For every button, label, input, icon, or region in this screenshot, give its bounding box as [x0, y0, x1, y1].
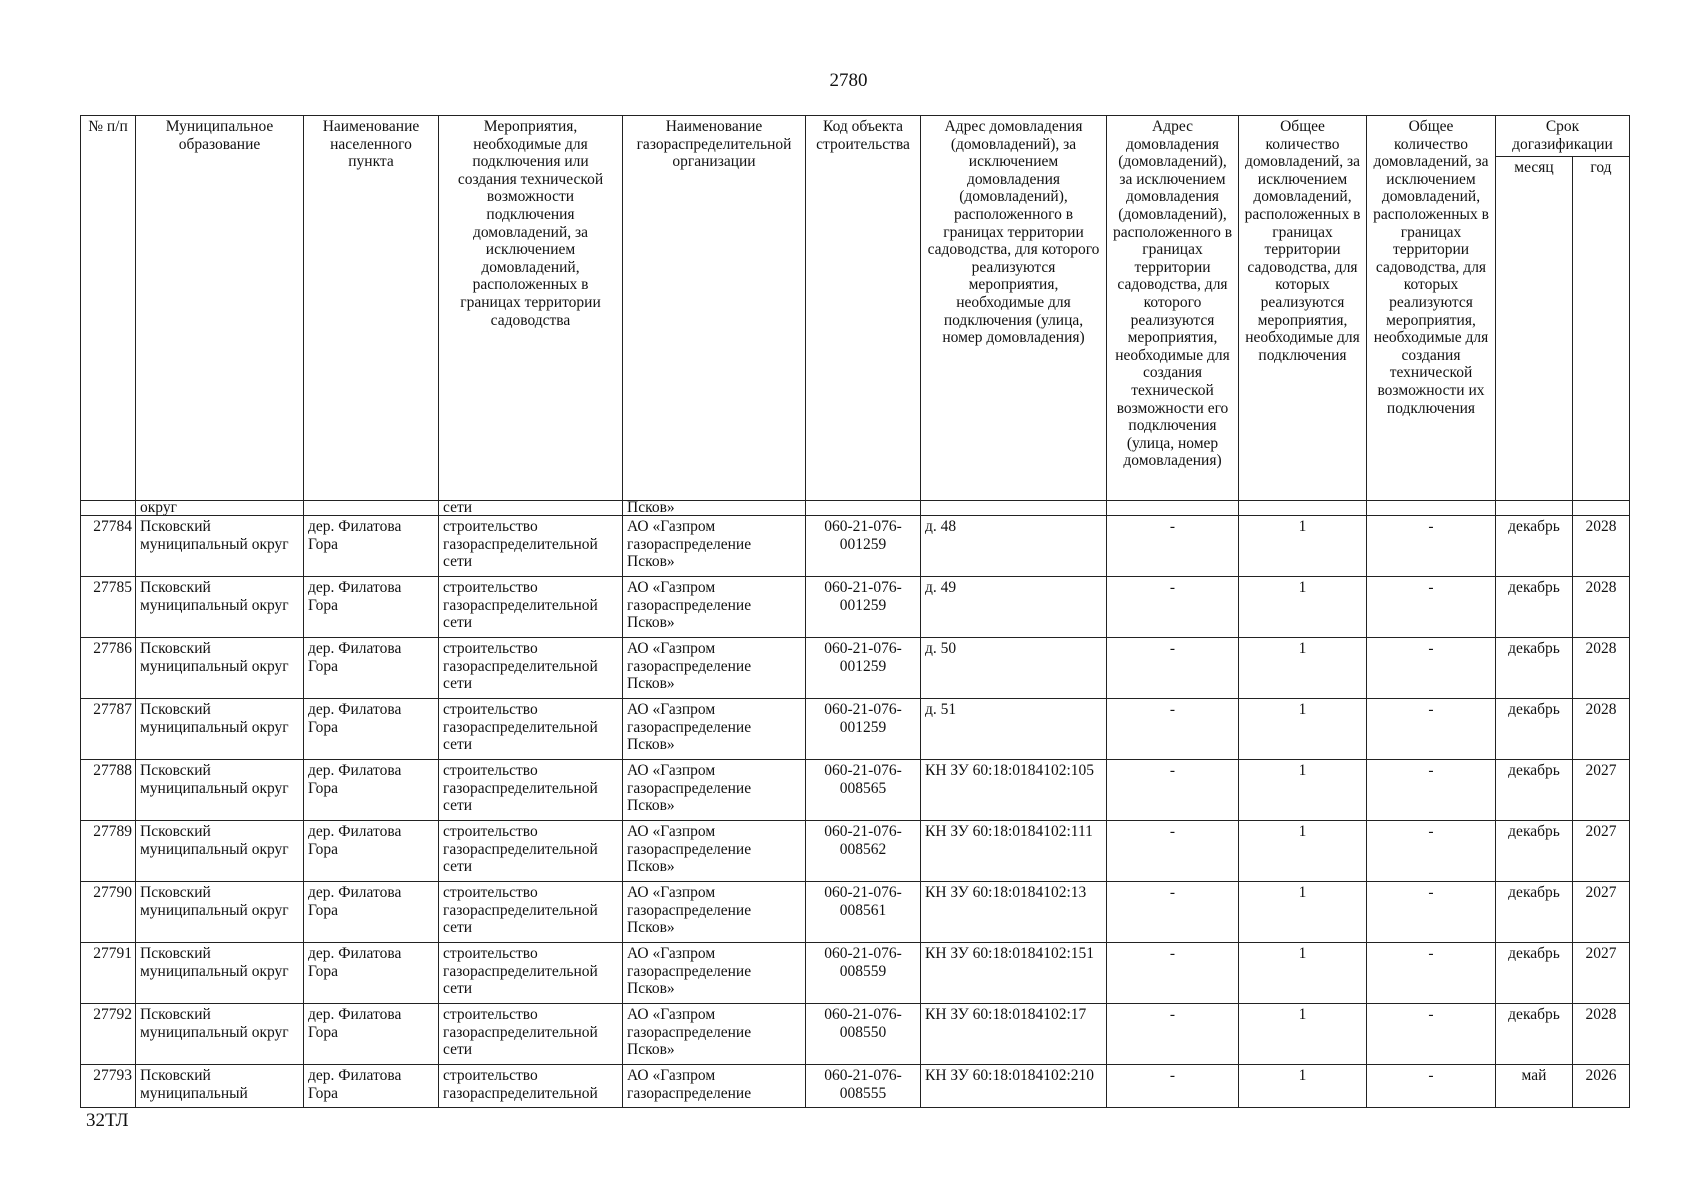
- cell-address-tech: -: [1107, 943, 1239, 1004]
- cell-month: май: [1496, 1065, 1573, 1108]
- cell-total-tech: -: [1367, 821, 1496, 882]
- cell-settlement: дер. Филатова Гора: [304, 882, 439, 943]
- cell-year: 2027: [1573, 882, 1630, 943]
- cell-month: [1496, 501, 1573, 516]
- cell-month: декабрь: [1496, 577, 1573, 638]
- cell-measures: строительство газораспределительной сети: [439, 577, 623, 638]
- cell-gas-organization: АО «Газпром газораспределение: [623, 1065, 806, 1108]
- cell-year: 2027: [1573, 760, 1630, 821]
- gasification-table: [80, 115, 1630, 1108]
- cell-settlement: дер. Филатова Гора: [304, 516, 439, 577]
- cell-address-tech: -: [1107, 638, 1239, 699]
- page-number: 2780: [829, 70, 868, 91]
- cell-month: декабрь: [1496, 760, 1573, 821]
- cell-settlement: дер. Филатова Гора: [304, 821, 439, 882]
- cell-total-connect: 1: [1239, 516, 1367, 577]
- cell-total-tech: -: [1367, 1065, 1496, 1108]
- cell-address-tech: -: [1107, 516, 1239, 577]
- cell-total-tech: -: [1367, 760, 1496, 821]
- cell-gas-organization: АО «Газпром газораспределение Псков»: [623, 882, 806, 943]
- cell-measures: строительство газораспределительной сети: [439, 638, 623, 699]
- cell-address-connect: КН ЗУ 60:18:0184102:210: [921, 1065, 1107, 1108]
- table-row: [81, 882, 1630, 943]
- cell-number: 27791: [81, 943, 136, 1004]
- cell-object-code: 060-21-076-008559: [806, 943, 921, 1004]
- cell-address-connect: д. 50: [921, 638, 1107, 699]
- cell-total-tech: -: [1367, 1004, 1496, 1065]
- cell-year: [1573, 501, 1630, 516]
- col-header-measures: Мероприятия, необходимые для подключения или создания технической возможности подключения домовладений, за исключением домовладений, расположенных в границах территории садоводства: [439, 116, 623, 501]
- cell-address-connect: КН ЗУ 60:18:0184102:17: [921, 1004, 1107, 1065]
- cell-measures: строительство газораспределительной сети: [439, 821, 623, 882]
- cell-municipality: Псковский муниципальный округ: [136, 1004, 304, 1065]
- col-header-number: № п/п: [81, 116, 136, 501]
- cell-measures: строительство газораспределительной сети: [439, 699, 623, 760]
- cell-address-connect: д. 51: [921, 699, 1107, 760]
- table-row: [81, 577, 1630, 638]
- cell-month: декабрь: [1496, 943, 1573, 1004]
- col-header-deadline: Срок догазификации: [1496, 116, 1630, 157]
- cell-object-code: 060-21-076-008561: [806, 882, 921, 943]
- cell-gas-organization: АО «Газпром газораспределение Псков»: [623, 699, 806, 760]
- table-row: [81, 821, 1630, 882]
- cell-measures: строительство газораспределительной: [439, 1065, 623, 1108]
- col-header-total-connect: Общее количество домовладений, за исключением домовладений, расположенных в границах территории садоводства, для которых реализуются мероприятия, необходимые для подключения: [1239, 116, 1367, 501]
- col-header-object-code: Код объекта строительства: [806, 116, 921, 501]
- cell-year: 2027: [1573, 943, 1630, 1004]
- cell-total-connect: 1: [1239, 760, 1367, 821]
- cell-total-connect: [1239, 501, 1367, 516]
- cell-total-connect: 1: [1239, 882, 1367, 943]
- cell-year: 2026: [1573, 1065, 1630, 1108]
- cell-gas-organization: АО «Газпром газораспределение Псков»: [623, 943, 806, 1004]
- cell-settlement: дер. Филатова Гора: [304, 943, 439, 1004]
- cell-municipality: Псковский муниципальный округ: [136, 699, 304, 760]
- cell-settlement: дер. Филатова Гора: [304, 638, 439, 699]
- cell-total-tech: -: [1367, 577, 1496, 638]
- table-row: [81, 516, 1630, 577]
- col-header-total-tech: Общее количество домовладений, за исключением домовладений, расположенных в границах территории садоводства, для которых реализуются мероприятия, необходимые для создания технической возможности их подключения: [1367, 116, 1496, 501]
- cell-total-tech: -: [1367, 943, 1496, 1004]
- cell-year: 2028: [1573, 638, 1630, 699]
- cell-municipality: Псковский муниципальный округ: [136, 577, 304, 638]
- cell-gas-organization: АО «Газпром газораспределение Псков»: [623, 638, 806, 699]
- cell-settlement: [304, 501, 439, 516]
- cell-address-connect: КН ЗУ 60:18:0184102:105: [921, 760, 1107, 821]
- cell-number: 27793: [81, 1065, 136, 1108]
- cell-gas-organization: АО «Газпром газораспределение Псков»: [623, 821, 806, 882]
- table-row: [81, 1004, 1630, 1065]
- cell-year: 2028: [1573, 577, 1630, 638]
- cell-measures: строительство газораспределительной сети: [439, 516, 623, 577]
- cell-number: 27788: [81, 760, 136, 821]
- cell-address-connect: КН ЗУ 60:18:0184102:151: [921, 943, 1107, 1004]
- cell-total-connect: 1: [1239, 821, 1367, 882]
- table-row-continuation: [81, 501, 1630, 516]
- cell-total-tech: -: [1367, 638, 1496, 699]
- col-header-year: год: [1573, 157, 1630, 501]
- cell-month: декабрь: [1496, 638, 1573, 699]
- cell-address-connect: КН ЗУ 60:18:0184102:13: [921, 882, 1107, 943]
- cell-address-tech: [1107, 501, 1239, 516]
- cell-number: [81, 501, 136, 516]
- cell-measures: строительство газораспределительной сети: [439, 943, 623, 1004]
- cell-measures: строительство газораспределительной сети: [439, 1004, 623, 1065]
- cell-month: декабрь: [1496, 1004, 1573, 1065]
- cell-municipality: Псковский муниципальный округ: [136, 943, 304, 1004]
- col-header-gas-organization: Наименование газораспределительной организации: [623, 116, 806, 501]
- cell-month: декабрь: [1496, 699, 1573, 760]
- cell-measures: строительство газораспределительной сети: [439, 882, 623, 943]
- cell-object-code: 060-21-076-008555: [806, 1065, 921, 1108]
- cell-municipality: Псковский муниципальный округ: [136, 882, 304, 943]
- cell-object-code: 060-21-076-001259: [806, 638, 921, 699]
- cell-number: 27792: [81, 1004, 136, 1065]
- cell-gas-organization: АО «Газпром газораспределение Псков»: [623, 577, 806, 638]
- cell-object-code: [806, 501, 921, 516]
- cell-total-tech: -: [1367, 516, 1496, 577]
- cell-object-code: 060-21-076-001259: [806, 577, 921, 638]
- cell-total-connect: 1: [1239, 1065, 1367, 1108]
- footer-code: 32ТЛ: [86, 1110, 129, 1131]
- table-row: [81, 760, 1630, 821]
- cell-month: декабрь: [1496, 882, 1573, 943]
- cell-settlement: дер. Филатова Гора: [304, 1065, 439, 1108]
- cell-year: 2028: [1573, 699, 1630, 760]
- cell-year: 2028: [1573, 1004, 1630, 1065]
- cell-municipality: Псковский муниципальный: [136, 1065, 304, 1108]
- cell-month: декабрь: [1496, 516, 1573, 577]
- cell-municipality: Псковский муниципальный округ: [136, 638, 304, 699]
- cell-address-connect: КН ЗУ 60:18:0184102:111: [921, 821, 1107, 882]
- cell-object-code: 060-21-076-001259: [806, 516, 921, 577]
- cell-address-connect: [921, 501, 1107, 516]
- cell-number: 27785: [81, 577, 136, 638]
- table-row: [81, 638, 1630, 699]
- col-header-settlement: Наименование населенного пункта: [304, 116, 439, 501]
- cell-number: 27784: [81, 516, 136, 577]
- header-row: [81, 116, 1630, 157]
- cell-settlement: дер. Филатова Гора: [304, 1004, 439, 1065]
- cell-address-tech: -: [1107, 882, 1239, 943]
- cell-object-code: 060-21-076-008550: [806, 1004, 921, 1065]
- cell-municipality: округ: [136, 501, 304, 516]
- cell-total-tech: -: [1367, 882, 1496, 943]
- cell-measures: строительство газораспределительной сети: [439, 760, 623, 821]
- cell-settlement: дер. Филатова Гора: [304, 699, 439, 760]
- cell-settlement: дер. Филатова Гора: [304, 760, 439, 821]
- col-header-municipality: Муниципальное образование: [136, 116, 304, 501]
- cell-address-tech: -: [1107, 577, 1239, 638]
- cell-total-connect: 1: [1239, 1004, 1367, 1065]
- cell-total-connect: 1: [1239, 943, 1367, 1004]
- cell-gas-organization: Псков»: [623, 501, 806, 516]
- cell-gas-organization: АО «Газпром газораспределение Псков»: [623, 1004, 806, 1065]
- table-row: [81, 699, 1630, 760]
- cell-number: 27786: [81, 638, 136, 699]
- cell-object-code: 060-21-076-008562: [806, 821, 921, 882]
- cell-municipality: Псковский муниципальный округ: [136, 821, 304, 882]
- cell-address-tech: -: [1107, 1004, 1239, 1065]
- cell-total-tech: -: [1367, 699, 1496, 760]
- cell-month: декабрь: [1496, 821, 1573, 882]
- col-header-month: месяц: [1496, 157, 1573, 501]
- cell-total-connect: 1: [1239, 638, 1367, 699]
- cell-number: 27787: [81, 699, 136, 760]
- cell-settlement: дер. Филатова Гора: [304, 577, 439, 638]
- cell-address-connect: д. 48: [921, 516, 1107, 577]
- cell-address-tech: -: [1107, 1065, 1239, 1108]
- cell-address-tech: -: [1107, 821, 1239, 882]
- cell-total-connect: 1: [1239, 699, 1367, 760]
- cell-number: 27790: [81, 882, 136, 943]
- cell-measures: сети: [439, 501, 623, 516]
- cell-number: 27789: [81, 821, 136, 882]
- cell-municipality: Псковский муниципальный округ: [136, 760, 304, 821]
- col-header-address-tech: Адрес домовладения (домовладений), за исключением домовладения (домовладений), расположенного в границах территории садоводства, для которого реализуются мероприятия, необходимые для создания технической возможности его подключения (улица, номер домовладения): [1107, 116, 1239, 501]
- cell-object-code: 060-21-076-001259: [806, 699, 921, 760]
- cell-gas-organization: АО «Газпром газораспределение Псков»: [623, 760, 806, 821]
- cell-year: 2027: [1573, 821, 1630, 882]
- col-header-address-connect: Адрес домовладения (домовладений), за исключением домовладения (домовладений), расположенного в границах территории садоводства, для которого реализуются мероприятия, необходимые для подключения (улица, номер домовладения): [921, 116, 1107, 501]
- cell-address-connect: д. 49: [921, 577, 1107, 638]
- table-row: [81, 1065, 1630, 1108]
- cell-year: 2028: [1573, 516, 1630, 577]
- cell-municipality: Псковский муниципальный округ: [136, 516, 304, 577]
- cell-gas-organization: АО «Газпром газораспределение Псков»: [623, 516, 806, 577]
- cell-total-tech: [1367, 501, 1496, 516]
- cell-address-tech: -: [1107, 760, 1239, 821]
- table-row: [81, 943, 1630, 1004]
- cell-total-connect: 1: [1239, 577, 1367, 638]
- cell-address-tech: -: [1107, 699, 1239, 760]
- cell-object-code: 060-21-076-008565: [806, 760, 921, 821]
